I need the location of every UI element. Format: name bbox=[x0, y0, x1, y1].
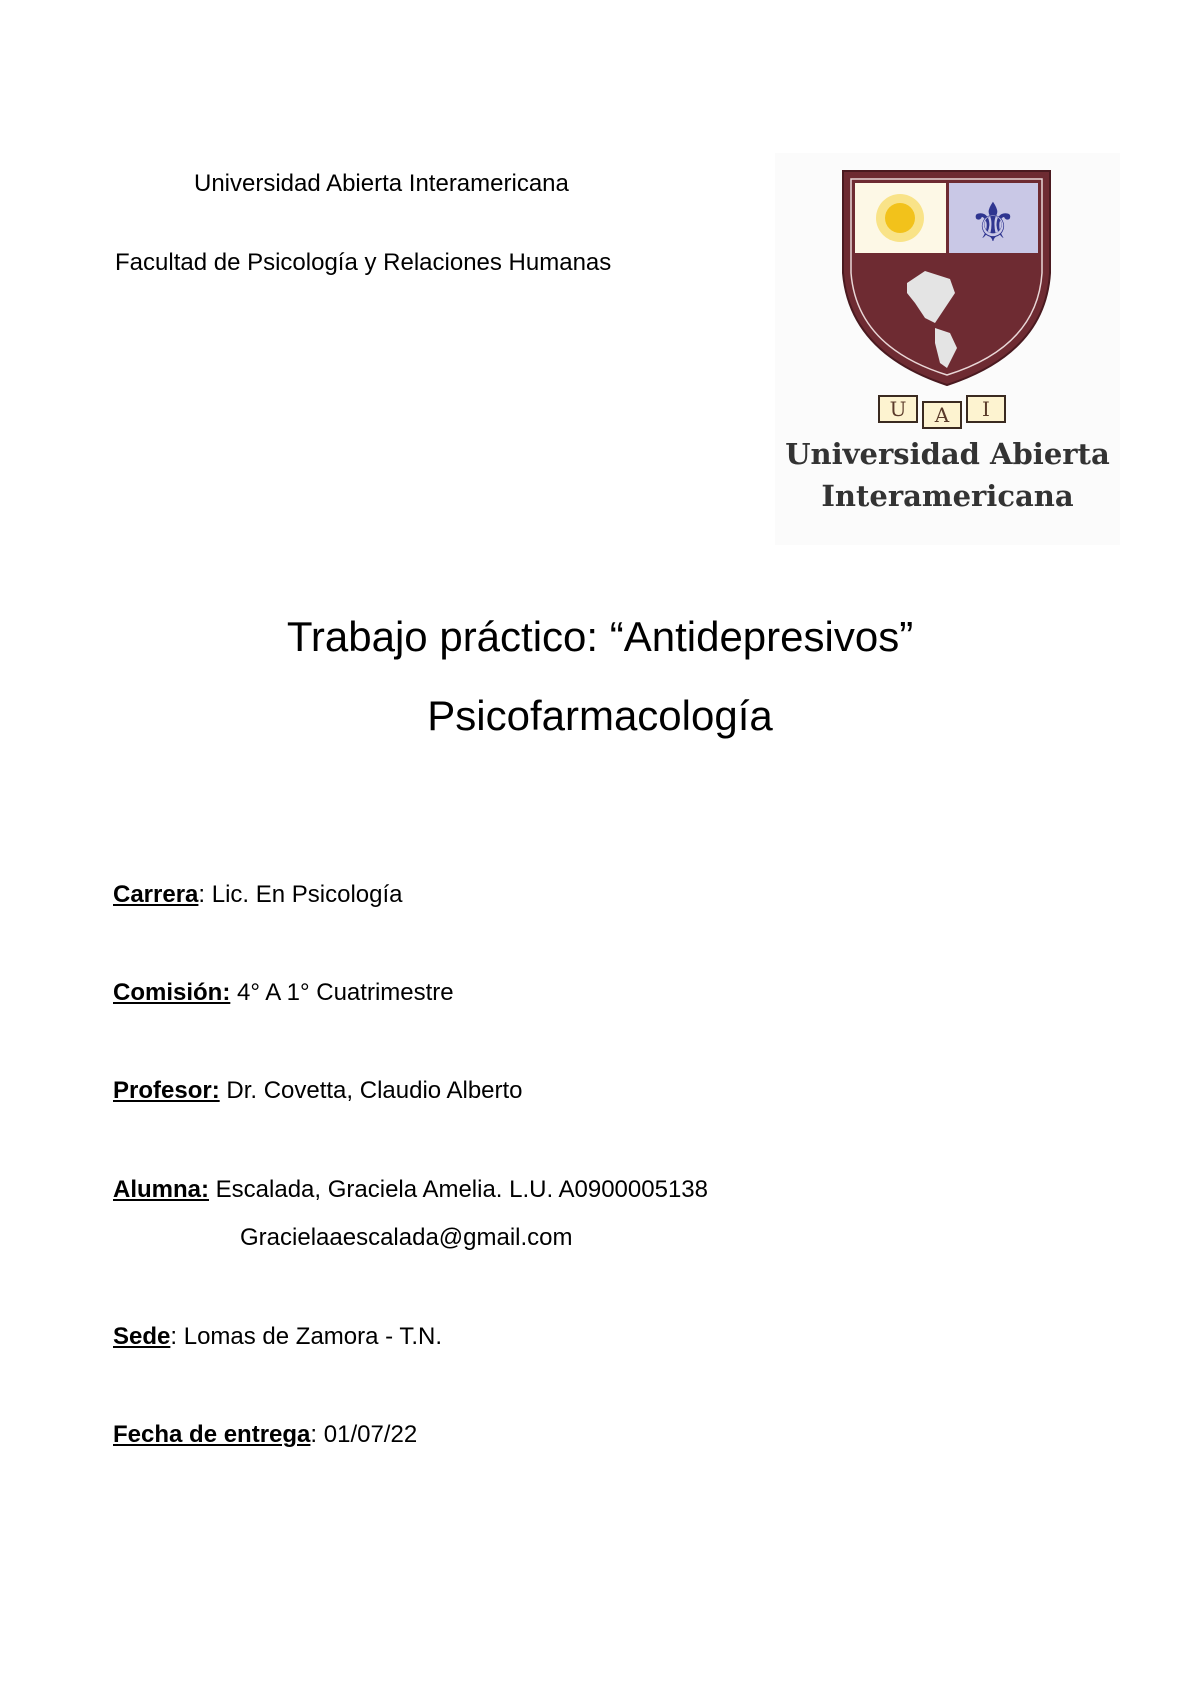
field-value: 4° A 1° Cuatrimestre bbox=[237, 979, 454, 1006]
student-email: Gracielaaescalada@gmail.com bbox=[240, 1224, 573, 1251]
faculty-name: Facultad de Psicología y Relaciones Humanas bbox=[115, 249, 612, 276]
shield-crest-icon bbox=[775, 153, 1120, 413]
uai-banner: U A I bbox=[878, 395, 1008, 425]
subject-title: Psicofarmacología bbox=[427, 692, 773, 739]
field-fecha-entrega: Fecha de entrega: 01/07/22 bbox=[113, 1421, 418, 1448]
field-label: Profesor: bbox=[113, 1077, 220, 1104]
svg-text:⚜: ⚜ bbox=[968, 191, 1018, 254]
field-comision bbox=[113, 979, 454, 1007]
document-title: Trabajo práctico: “Antidepresivos” bbox=[286, 613, 914, 660]
field-alumna bbox=[113, 1176, 708, 1204]
field-value: Escalada, Graciela Amelia. L.U. A0900005138 bbox=[215, 1176, 708, 1203]
field-label: Comisión: bbox=[113, 979, 231, 1006]
university-name: Universidad Abierta Interamericana bbox=[194, 170, 569, 197]
field-value: Dr. Covetta, Claudio Alberto bbox=[226, 1077, 523, 1104]
field-value: Lic. En Psicología bbox=[211, 881, 403, 908]
field-label: Sede bbox=[113, 1323, 171, 1350]
logo-text-line1: Universidad Abierta bbox=[785, 437, 1110, 471]
field-label: Carrera bbox=[113, 881, 199, 908]
field-label: Alumna: bbox=[113, 1176, 209, 1203]
field-label: Fecha de entrega bbox=[113, 1421, 311, 1448]
university-logo bbox=[775, 153, 1120, 545]
logo-text-line2: Interamericana bbox=[821, 479, 1074, 513]
sun-icon bbox=[876, 194, 924, 242]
field-value: Lomas de Zamora - T.N. bbox=[183, 1323, 443, 1350]
field-profesor bbox=[113, 1077, 523, 1105]
field-sede: Sede: Lomas de Zamora - T.N. bbox=[113, 1323, 443, 1350]
field-carrera: Carrera: Lic. En Psicología bbox=[113, 881, 403, 908]
field-value: 01/07/22 bbox=[323, 1421, 418, 1448]
